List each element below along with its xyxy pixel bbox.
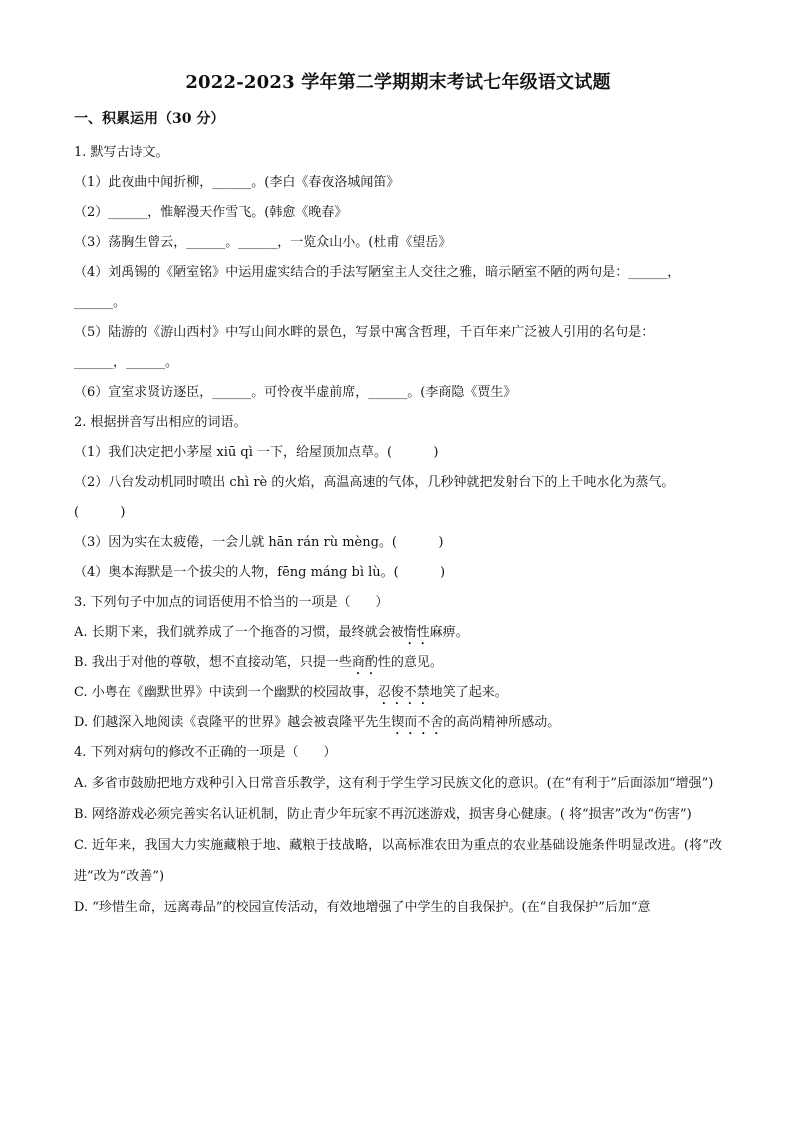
q1-item-5: （5）陆游的《游山西村》中写山间水畔的景色，写景中寓含哲理，千百年来广泛被人引用的名句是： — [74, 325, 655, 340]
q1-item-3: （3）荡胸生曾云，______。______，一览众山小。(杜甫《望岳》 — [74, 235, 452, 250]
q3-option-a — [74, 618, 722, 648]
q1-item-4: （4）刘禹锡的《陋室铭》中运用虚实结合的手法写陋室主人交往之雅，暗示陋室不陋的两句是：______， — [74, 265, 681, 280]
question-4-stem: 4. 下列对病句的修改不正确的一项是（ ） — [74, 745, 337, 760]
q3-a-dotted-word: 惰性 — [403, 625, 430, 640]
q3-d-dotted-word: 锲而不舍 — [391, 715, 444, 730]
q3-c-text: C. 小粤在《幽默世界》中读到一个幽默的校园故事， — [74, 685, 378, 700]
q3-b-dotted-word: 商酌 — [351, 655, 378, 670]
q3-option-c — [74, 678, 722, 708]
question-1-stem: 1. 默写古诗文。 — [74, 145, 169, 160]
q3-a-text-end: 麻痹。 — [429, 625, 469, 640]
q2-item-4: （4）奥本海默是一个拔尖的人物，fēng máng bì lù。( ) — [74, 565, 446, 580]
q1-item-2: （2）______，惟解漫天作雪飞。(韩愈《晚春》 — [74, 205, 348, 220]
q3-a-text: A. 长期下来，我们就养成了一个拖沓的习惯，最终就会被 — [74, 625, 404, 640]
q2-item-2-answer: ( ) — [74, 505, 126, 520]
exam-title: 2022-2023 学年第二学期期末考试七年级语文试题 — [185, 72, 611, 93]
q3-b-text: B. 我出于对他的尊敬，想不直接动笔，只提一些 — [74, 655, 352, 670]
q3-d-text-end: 的高尚精神所感动。 — [443, 715, 561, 730]
q2-item-3: （3）因为实在太疲倦，一会儿就 hān rán rù mèng。( ) — [74, 535, 444, 550]
q4-option-c: C. 近年来，我国大力实施藏粮于地、藏粮于技战略，以高标准农田为重点的农业基础设施条件明显改进。(将“改进”改为“改善”) — [74, 838, 722, 884]
q3-option-d — [74, 708, 722, 738]
q2-item-1: （1）我们决定把小茅屋 xiū qì 一下，给屋顶加点草。( ) — [74, 445, 439, 460]
q4-option-a: A. 多省市鼓励把地方戏种引入日常音乐教学，这有利于学生学习民族文化的意识。(在“有利于”后面添加“增强”) — [74, 776, 714, 791]
q3-c-dotted-word: 忍俊不禁 — [377, 685, 430, 700]
q4-option-b: B. 网络游戏必须完善实名认证机制，防止青少年玩家不再沉迷游戏，损害身心健康。( 将“损害”改为“伤害”) — [74, 807, 692, 822]
section-heading: 一、积累运用（30 分） — [74, 111, 225, 127]
q3-d-text: D. 们越深入地阅读《袁隆平的世界》越会被袁隆平先生 — [74, 715, 392, 730]
question-2-stem: 2. 根据拼音写出相应的词语。 — [74, 415, 247, 430]
question-3-stem: 3. 下列句子中加点的词语使用不恰当的一项是（ ） — [74, 595, 389, 610]
q1-item-1: （1）此夜曲中闻折柳，______。(李白《春夜洛城闻笛》 — [74, 175, 400, 190]
q1-item-5-cont: ______，______。 — [74, 355, 179, 370]
q1-item-4-cont: ______。 — [74, 295, 127, 310]
q3-b-text-end: 性的意见。 — [377, 655, 443, 670]
q4-option-d: D. “珍惜生命，远离毒品”的校园宣传活动，有效地增强了中学生的自我保护。(在“自我保护”后加“意 — [74, 900, 651, 915]
q3-c-text-end: 地笑了起来。 — [429, 685, 508, 700]
q1-item-6: （6）宣室求贤访逐臣，______。可怜夜半虚前席，______。(李商隐《贾生》 — [74, 385, 517, 400]
q2-item-2: （2）八台发动机同时喷出 chì rè 的火焰，高温高速的气体，几秒钟就把发射台下的上千吨水化为蒸气。 — [74, 475, 675, 490]
q3-option-b — [74, 648, 722, 678]
